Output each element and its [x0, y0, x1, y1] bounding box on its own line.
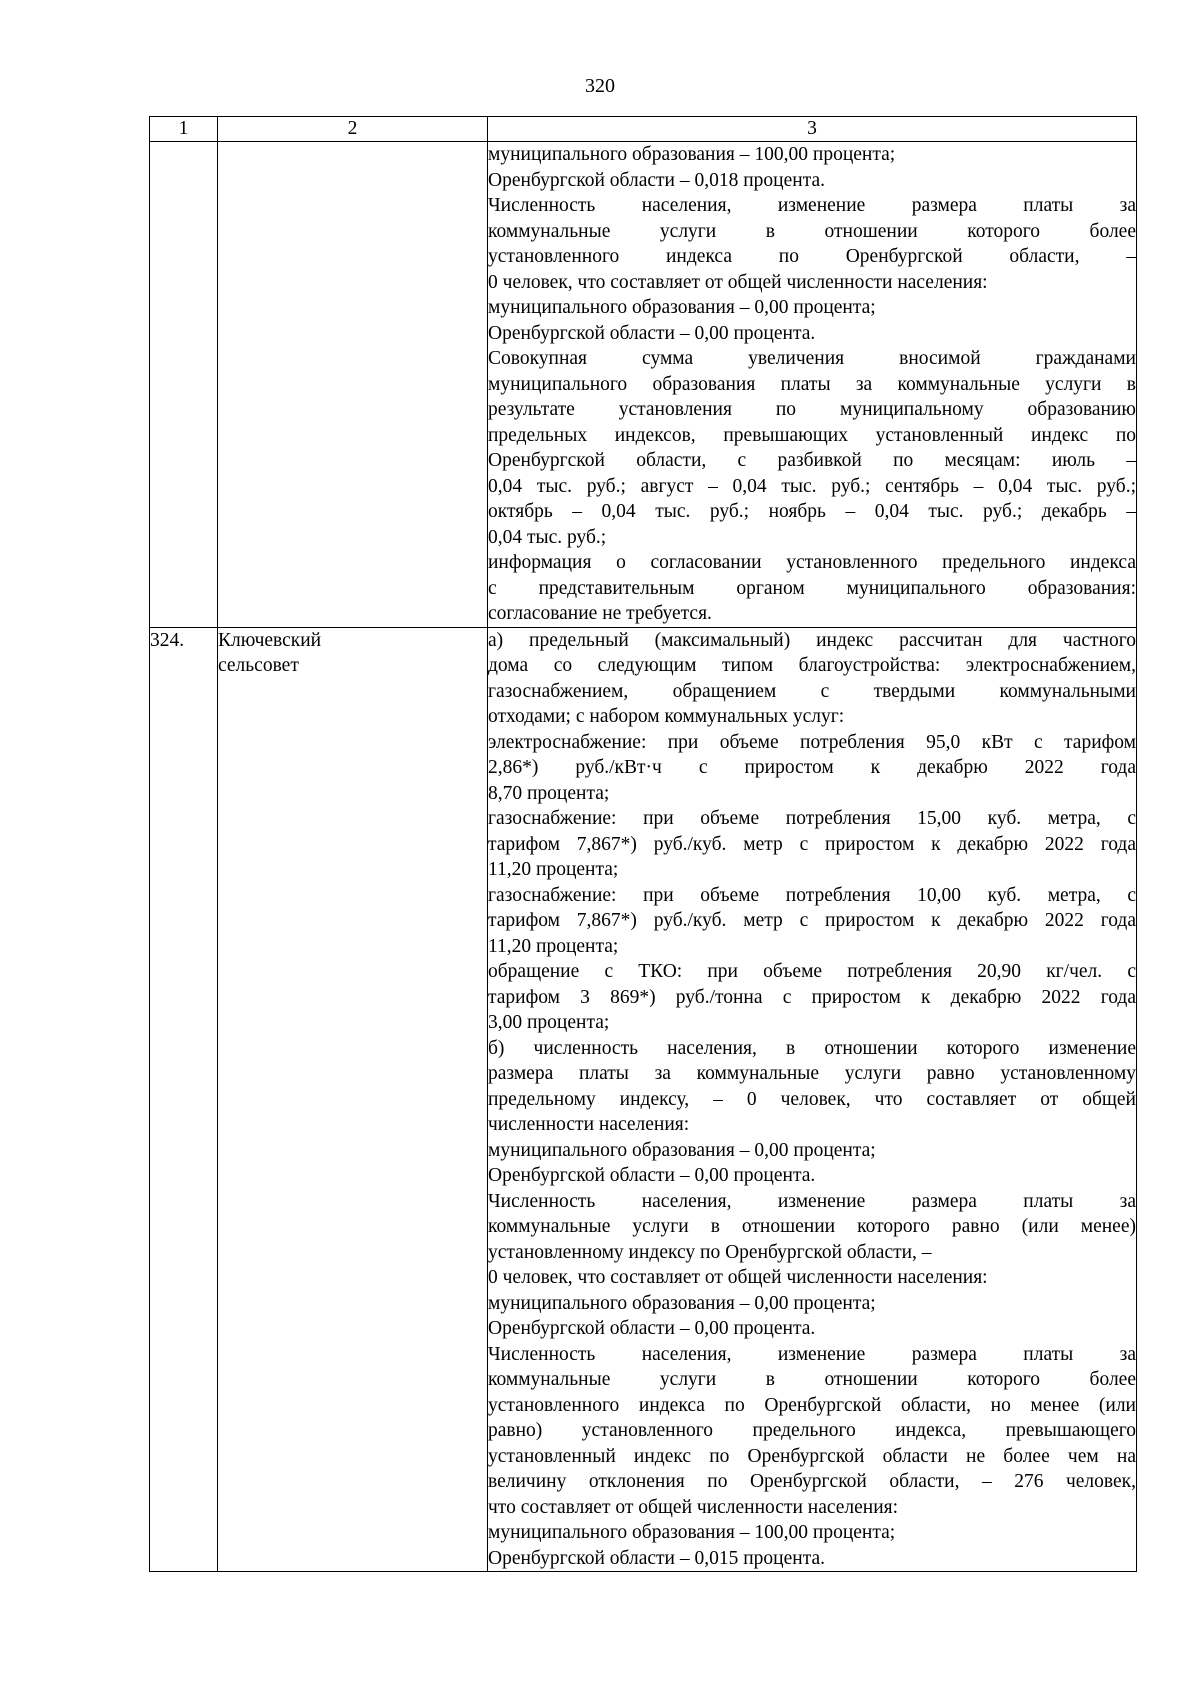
- description-line: Совокупная сумма увеличения вносимой гражданами: [488, 348, 1136, 369]
- description-line: установленного индекса по Оренбургской области, но менее (или: [488, 1394, 1136, 1416]
- description-line: 8,70 процента;: [488, 782, 610, 804]
- description-line: величину отклонения по Оренбургской области, – 276 человек,: [488, 1471, 1136, 1492]
- municipality-name-cell: [218, 627, 488, 1572]
- municipality-name-cell: [218, 142, 488, 628]
- description-line: 0,04 тыс. руб.; август – 0,04 тыс. руб.; сентябрь – 0,04 тыс. руб.;: [488, 475, 1136, 497]
- description-line: газоснабжение: при объеме потребления 10,00 куб. метра, с: [488, 884, 1136, 906]
- description-line: октябрь – 0,04 тыс. руб.; ноябрь – 0,04 тыс. руб.; декабрь –: [488, 501, 1136, 522]
- description-line: предельному индексу, – 0 человек, что составляет от общей: [488, 1088, 1136, 1110]
- municipality-name-line: сельсовет: [218, 655, 299, 676]
- description-line: Оренбургской области – 0,00 процента.: [488, 1165, 816, 1186]
- row-number-cell: [150, 627, 218, 1572]
- description-line: муниципального образования – 0,00 процента;: [488, 297, 876, 318]
- description-line: муниципального образования – 100,00 процента;: [488, 144, 896, 165]
- description-line: предельных индексов, превышающих установленный индекс по: [488, 424, 1136, 446]
- description-line: результате установления по муниципальному образованию: [488, 399, 1136, 420]
- description-line: установленного индекса по Оренбургской области, –: [488, 246, 1136, 267]
- description-line: 0,04 тыс. руб.;: [488, 526, 607, 548]
- table-body: [150, 142, 1137, 1572]
- description-line: информация о согласовании установленного предельного индекса: [488, 552, 1136, 573]
- row-number-cell: [150, 142, 218, 628]
- description-line: электроснабжение: при объеме потребления 95,0 кВт с тарифом: [488, 731, 1136, 753]
- description-line: тарифом 7,867*) руб./куб. метр с приростом к декабрю 2022 года: [488, 833, 1136, 855]
- row-number: 324.: [150, 629, 185, 651]
- description-line: Оренбургской области – 0,015 процента.: [488, 1547, 825, 1569]
- description-line: 3,00 процента;: [488, 1012, 610, 1033]
- table-row: [150, 627, 1137, 1572]
- description-cell: [488, 627, 1137, 1572]
- description-line: с представительным органом муниципального образования:: [488, 577, 1136, 599]
- document-table: [149, 116, 1137, 1572]
- description-line: 0 человек, что составляет от общей численности населения:: [488, 271, 988, 293]
- description-line: муниципального образования – 0,00 процента;: [488, 1292, 876, 1314]
- description-line: тарифом 3 869*) руб./тонна с приростом к декабрю 2022 года: [488, 986, 1136, 1008]
- description-line: Оренбургской области – 0,00 процента.: [488, 322, 816, 344]
- description-line: Оренбургской области, с разбивкой по месяцам: июль –: [488, 450, 1136, 471]
- description-line: размера платы за коммунальные услуги равно установленному: [488, 1063, 1136, 1084]
- municipality-name-line: Ключевский: [218, 629, 322, 651]
- description-line: 11,20 процента;: [488, 859, 619, 880]
- description-line: коммунальные услуги в отношении которого более: [488, 220, 1136, 242]
- description-line: муниципального образования – 0,00 процента;: [488, 1139, 876, 1161]
- description-line: что составляет от общей численности населения:: [488, 1496, 899, 1518]
- description-line: тарифом 7,867*) руб./куб. метр с приростом к декабрю 2022 года: [488, 910, 1136, 931]
- description-line: муниципального образования – 100,00 процента;: [488, 1522, 896, 1543]
- description-line: газоснабжением, обращением с твердыми коммунальными: [488, 680, 1136, 702]
- header-col-1: 1: [150, 117, 218, 142]
- description-line: Численность населения, изменение размера платы за: [488, 195, 1136, 216]
- description-line: 0 человек, что составляет от общей численности населения:: [488, 1267, 988, 1288]
- description-line: муниципального образования платы за коммунальные услуги в: [488, 373, 1136, 395]
- description-line: коммунальные услуги в отношении которого равно (или менее): [488, 1216, 1136, 1237]
- description-line: а) предельный (максимальный) индекс рассчитан для частного: [488, 629, 1136, 651]
- description-line: Численность населения, изменение размера платы за: [488, 1343, 1136, 1365]
- header-col-3: 3: [488, 117, 1137, 142]
- description-line: равно) установленного предельного индекса, превышающего: [488, 1420, 1136, 1441]
- description-line: Оренбургской области – 0,00 процента.: [488, 1318, 816, 1339]
- description-line: обращение с ТКО: при объеме потребления 20,90 кг/чел. с: [488, 961, 1136, 982]
- description-line: установленный индекс по Оренбургской области не более чем на: [488, 1445, 1136, 1467]
- description-line: численности населения:: [488, 1114, 690, 1135]
- description-line: дома со следующим типом благоустройства: электроснабжением,: [488, 655, 1136, 676]
- description-line: газоснабжение: при объеме потребления 15,00 куб. метра, с: [488, 808, 1136, 829]
- page-number: 320: [585, 75, 615, 97]
- description-line: Численность населения, изменение размера платы за: [488, 1190, 1136, 1212]
- description-line: согласование не требуется.: [488, 603, 712, 624]
- header-row: [150, 117, 1137, 142]
- description-line: коммунальные услуги в отношении которого более: [488, 1369, 1136, 1390]
- table-row: [150, 142, 1137, 628]
- header-col-2: 2: [218, 117, 488, 142]
- description-line: Оренбургской области – 0,018 процента.: [488, 169, 825, 191]
- description-line: отходами; с набором коммунальных услуг:: [488, 706, 845, 727]
- description-cell: [488, 142, 1137, 628]
- description-line: установленному индексу по Оренбургской области, –: [488, 1241, 932, 1263]
- description-line: б) численность населения, в отношении которого изменение: [488, 1037, 1136, 1059]
- description-line: 11,20 процента;: [488, 935, 619, 957]
- description-line: 2,86*) руб./кВт·ч с приростом к декабрю 2022 года: [488, 757, 1136, 778]
- table-header: [150, 117, 1137, 142]
